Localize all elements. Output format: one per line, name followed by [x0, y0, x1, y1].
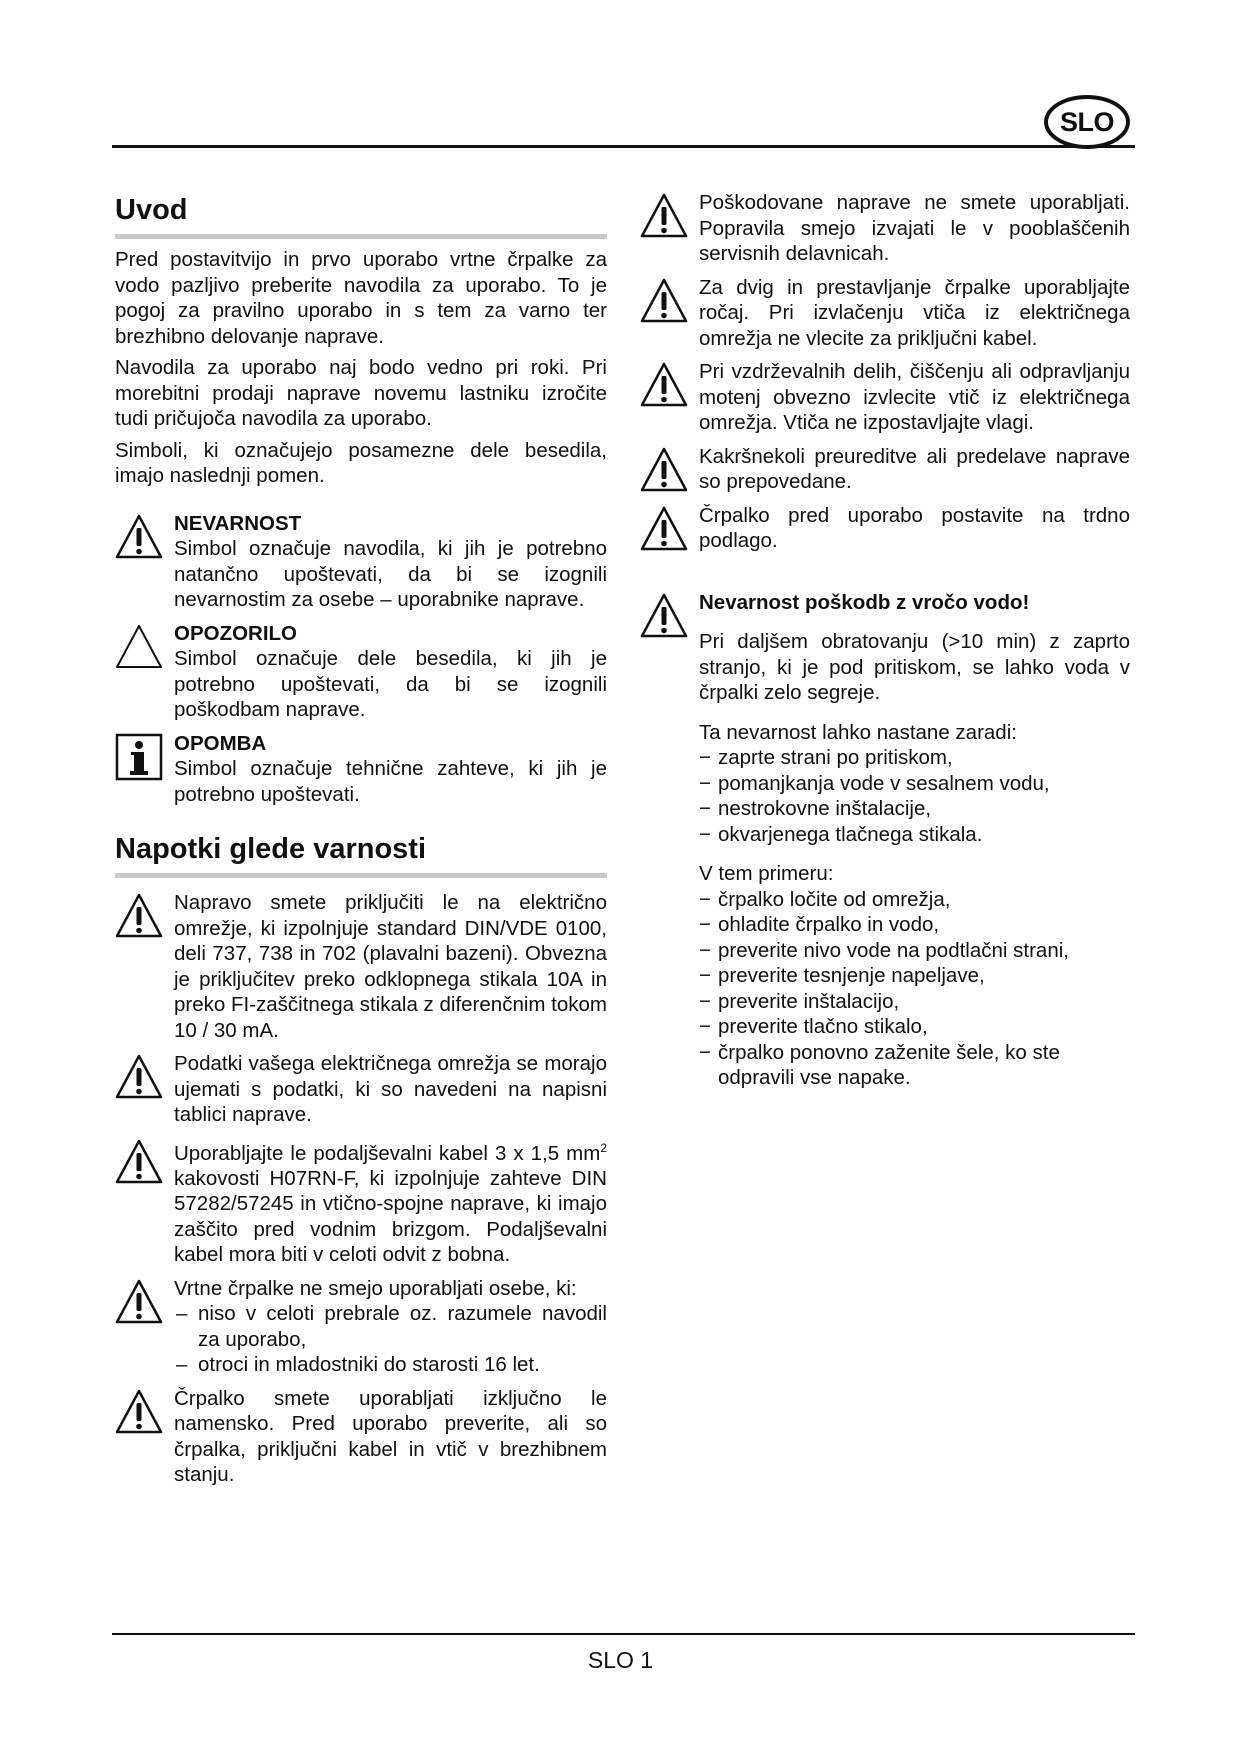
list-item: − zaprte strani po pritiskom, — [699, 745, 1130, 771]
warning-item — [640, 503, 1130, 554]
list-item: − preverite tesnjenje napeljave, — [699, 963, 1130, 989]
list-item: − ohladite črpalko in vodo, — [699, 912, 1130, 938]
uvod-paragraph: Navodila za uporabo naj bodo vedno pri roki. Pri morebitni prodaji naprave novemu lastniku izročite tudi pričujoča navodila za uporabo. — [115, 356, 607, 430]
causes-list — [699, 745, 1130, 847]
cable-text: kakovosti H07RN-F, ki izpolnjuje zahteve DIN 57282/57245 in vtično-spojne naprave, ki imajo zaščito pred vodnim brizgom. Podaljševalni kabel mora biti v celoti odvit z bobna. — [174, 1166, 607, 1267]
language-badge — [1044, 95, 1130, 149]
uvod-paragraph: Simboli, ki označujejo posamezne dele besedila, imajo naslednji pomen. — [115, 438, 607, 487]
list-item: − črpalko ponovno zaženite šele, ko ste odpravili vse napake. — [699, 1040, 1130, 1091]
symbol-nevarnost — [115, 511, 607, 613]
danger-warning-icon — [115, 513, 163, 561]
symbol-title: NEVARNOST — [174, 511, 302, 535]
header-rule — [112, 145, 1135, 148]
safety-item — [115, 1386, 607, 1488]
symbol-text: Simbol označuje tehnične zahteve, ki jih je potrebno upoštevati. — [174, 757, 607, 806]
safety-item — [115, 890, 607, 1043]
warning-icon — [640, 446, 688, 494]
list-item: – otroci in mladostniki do starosti 16 let. — [174, 1352, 607, 1378]
uvod-paragraph: Pred postavitvijo in prvo uporabo vrtne črpalke za vodo pazljivo preberite navodila za uporabo. To je pogoj za pravilno uporabo in s tem za varno ter brezhibno delovanje naprave. — [115, 248, 607, 348]
safety-text: Podatki vašega električnega omrežja se morajo ujemati s podatki, ki so navedeni na napisni tablici naprave. — [174, 1052, 607, 1126]
symbol-text: Simbol označuje dele besedila, ki jih je potrebno upoštevati, da bi se izognili poškodbam naprave. — [174, 647, 607, 721]
list-item: − nestrokovne inštalacije, — [699, 796, 1130, 822]
list-item: − preverite tlačno stikalo, — [699, 1014, 1130, 1040]
section-underline — [115, 234, 607, 239]
case-intro: V tem primeru: — [699, 862, 834, 885]
list-item: − okvarjenega tlačnega stikala. — [699, 822, 1130, 848]
symbol-title: OPOMBA — [174, 731, 267, 755]
warning-item — [640, 359, 1130, 436]
safety-text: Črpalko smete uporabljati izključno le namensko. Pred uporabo preverite, ali so črpalka, priključni kabel in vtič v brezhibnem stanju. — [174, 1386, 607, 1487]
section-title-safety: Napotki glede varnosti — [115, 833, 427, 865]
symbol-opomba — [115, 731, 607, 808]
hot-water-title: Nevarnost poškodb z vročo vodo! — [699, 590, 1030, 614]
warning-text: Pri vzdrževalnih delih, čiščenju ali odpravljanju motenj obvezno izvlecite vtič iz električnega omrežja. Vtiča ne izpostavljajte vlagi. — [699, 360, 1130, 434]
left-column — [115, 192, 607, 1496]
persons-intro: Vrtne črpalke ne smejo uporabljati osebe, ki: — [174, 1276, 577, 1300]
list-item: − preverite nivo vode na podtlačni strani, — [699, 938, 1130, 964]
warning-icon — [115, 1388, 163, 1436]
warning-icon — [640, 277, 688, 325]
warning-icon — [640, 592, 688, 640]
warning-icon — [640, 361, 688, 409]
causes-intro: Ta nevarnost lahko nastane zaradi: — [699, 720, 1017, 744]
safety-text: Napravo smete priključiti le na električno omrežje, ki izpolnjuje standard DIN/VDE 0100, deli 737, 738 in 702 (plavalni bazeni). Obvezna je priključitev preko odklopnega stikala 10A in preko FI-zaščitnega stikala z diferenčnim tokom 10 / 30 mA. — [174, 891, 607, 1042]
footer-rule — [112, 1633, 1135, 1635]
warning-icon — [115, 892, 163, 940]
info-icon — [115, 733, 163, 781]
list-item: − črpalko ločite od omrežja, — [699, 887, 1130, 913]
warning-item — [640, 444, 1130, 495]
persons-list — [174, 1301, 607, 1378]
warning-icon — [640, 505, 688, 553]
symbol-opozorilo — [115, 621, 607, 723]
hot-water-text: Pri daljšem obratovanju (>10 min) z zaprto stranjo, ki je pod pritiskom, se lahko voda v črpalki zelo segreje. — [699, 630, 1130, 704]
language-badge-text: SLO — [1059, 106, 1114, 137]
section-title-uvod: Uvod — [115, 194, 188, 226]
symbol-text: Simbol označuje navodila, ki jih je potrebno natančno upoštevati, da bi se izognili nevarnostim za osebe – uporabnike naprave. — [174, 537, 607, 611]
warning-icon — [640, 192, 688, 240]
section-underline — [115, 873, 607, 878]
warning-text: Črpalko pred uporabo postavite na trdno podlago. — [699, 503, 1130, 552]
warning-item — [640, 275, 1130, 352]
list-item: − pomanjkanja vode v sesalnem vodu, — [699, 771, 1130, 797]
safety-item-cable — [115, 1136, 607, 1268]
warning-text: Kakršnekoli preureditve ali predelave naprave so prepovedane. — [699, 444, 1130, 493]
right-column — [640, 190, 1130, 1101]
warning-item — [640, 190, 1130, 267]
hot-water-warning — [640, 590, 1130, 1091]
list-item: – niso v celoti prebrale oz. razumele navodil za uporabo, — [174, 1301, 607, 1352]
safety-item-persons — [115, 1276, 607, 1378]
symbol-title: OPOZORILO — [174, 621, 297, 645]
warning-icon — [115, 1138, 163, 1186]
caution-triangle-icon — [115, 623, 163, 671]
warning-icon — [115, 1053, 163, 1101]
cable-superscript: 2 — [600, 1140, 607, 1155]
warning-text: Poškodovane naprave ne smete uporabljati. Popravila smejo izvajati le v pooblaščenih servisnih delavnicah. — [699, 191, 1130, 265]
cable-text: Uporabljajte le podaljševalni kabel 3 x 1,5 mm — [174, 1141, 601, 1165]
warning-text: Za dvig in prestavljanje črpalke uporabljajte ročaj. Pri izvlačenju vtiča iz električnega omrežja ne vlecite za priključni kabel. — [699, 275, 1130, 350]
warning-icon — [115, 1278, 163, 1326]
case-list — [699, 887, 1130, 1091]
safety-item — [115, 1051, 607, 1128]
page-number: SLO 1 — [587, 1647, 654, 1673]
list-item: − preverite inštalacijo, — [699, 989, 1130, 1015]
